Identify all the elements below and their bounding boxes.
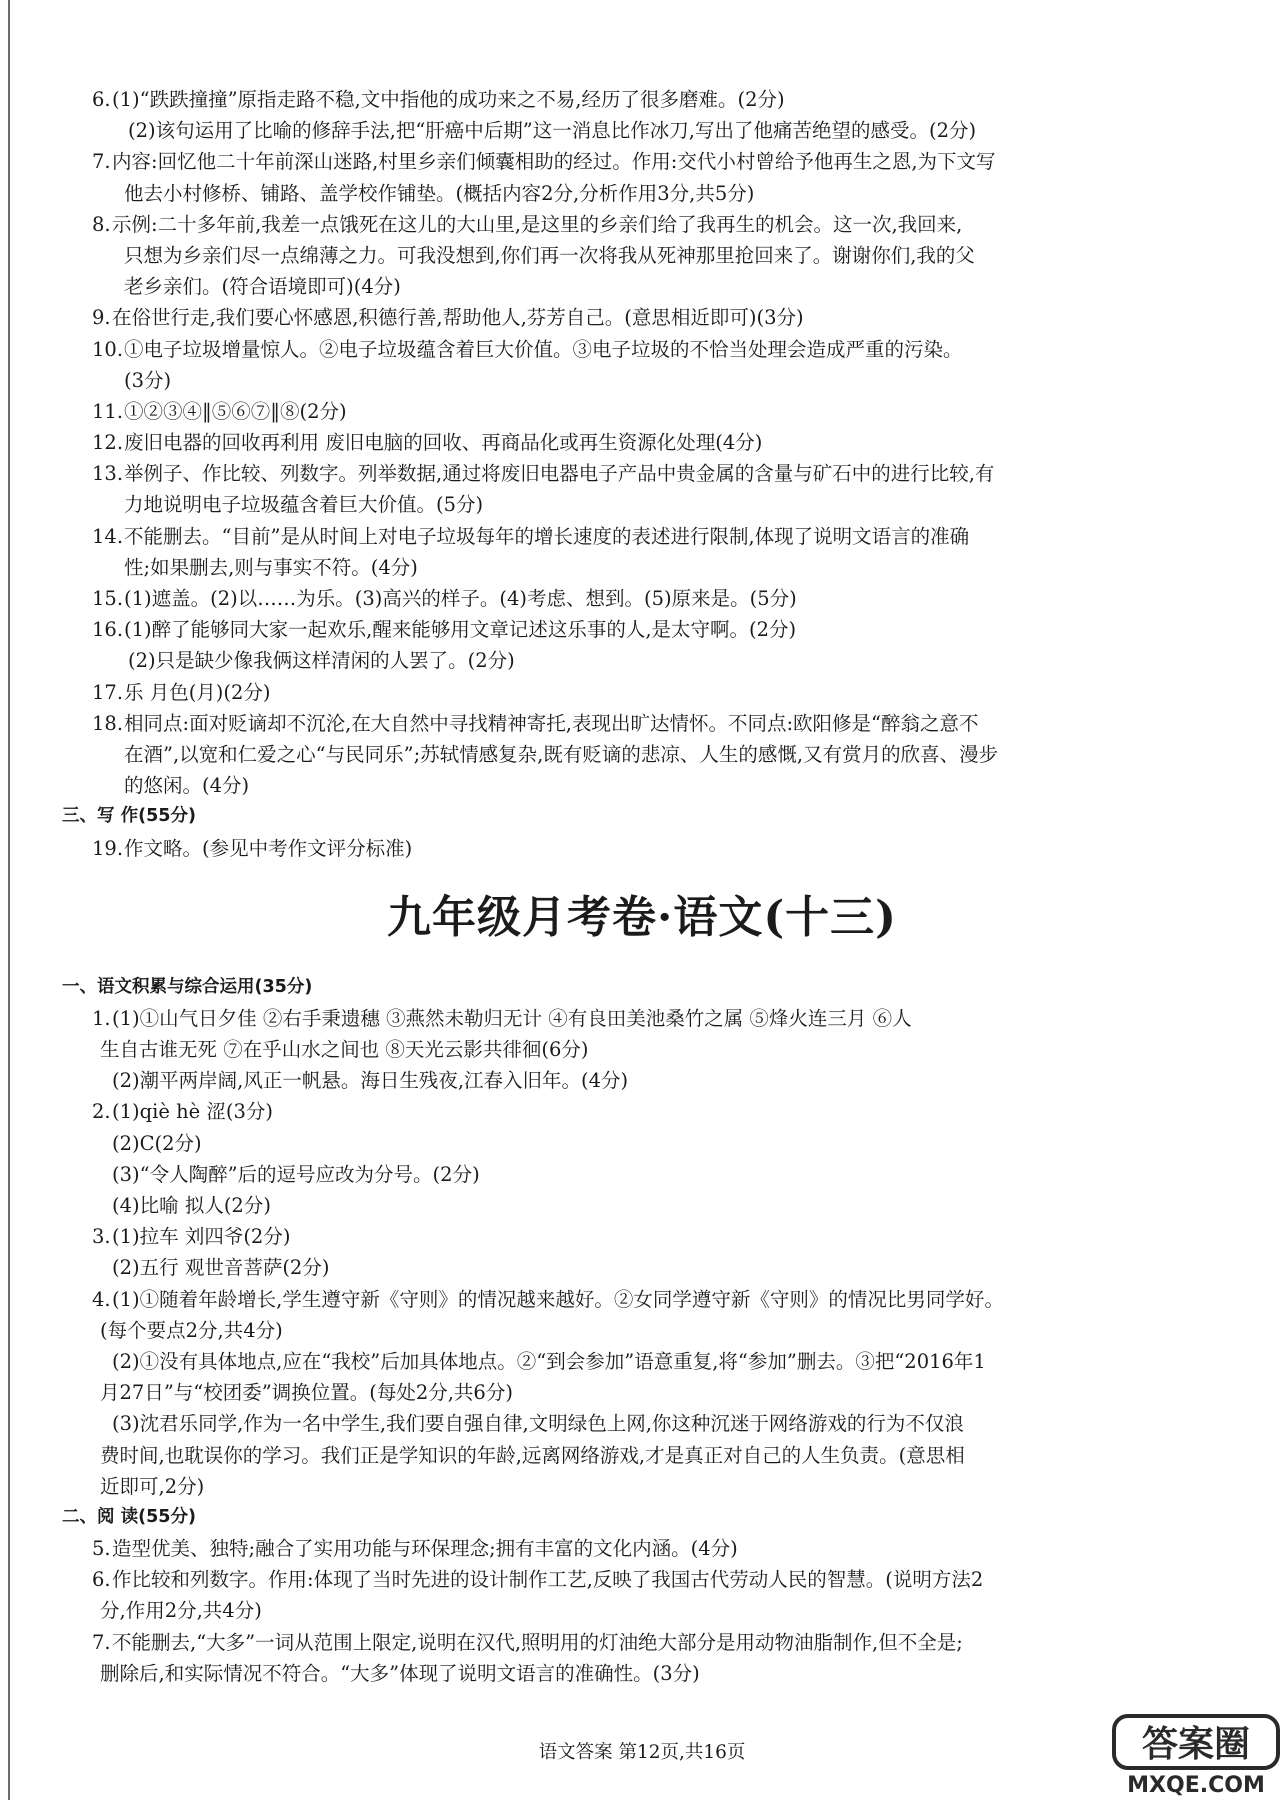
- section-heading-text: 一、语文积累与综合运用(35分): [62, 976, 313, 997]
- answer-number: 7.: [92, 1630, 111, 1654]
- answer-item: [0, 396, 1284, 427]
- answer-text: 作比较和列数字。作用:体现了当时先进的设计制作工艺,反映了我国古代劳动人民的智慧。(说明方法2: [112, 1568, 984, 1592]
- answer-text: (1)qiè hè 涩(3分): [112, 1100, 273, 1124]
- watermark-url-text: MXQE.COM: [1127, 1773, 1265, 1798]
- answer-number: 7.: [92, 150, 111, 174]
- answer-text: (1)醉了能够同大家一起欢乐,醒来能够用文章记述这乐事的人,是太守啊。(2分): [124, 618, 797, 642]
- exam-title: 九年级月考卷·语文(十三): [387, 891, 897, 943]
- answer-text: 不能删去,“大多”一词从范围上限定,说明在汉代,照明用的灯油绝大部分是用动物油脂制作,但不全是;: [112, 1630, 963, 1654]
- section-heading: [0, 972, 1284, 1003]
- answer-item: [0, 677, 1284, 708]
- answer-text: (3分): [124, 368, 172, 392]
- answer-text: 在俗世行走,我们要心怀感恩,积德行善,帮助他人,芬芳自己。(意思相近即可)(3分): [112, 306, 804, 330]
- answer-text: 内容:回忆他二十年前深山迷路,村里乡亲们倾囊相助的经过。作用:交代小村曾给予他再生之恩,为下文写: [112, 150, 996, 174]
- answer-continuation: [0, 1128, 1284, 1159]
- answer-number: 17.: [92, 680, 124, 704]
- answer-content: [0, 84, 1284, 1689]
- answer-number: 19.: [92, 836, 124, 860]
- answer-continuation: [0, 552, 1284, 583]
- answer-item: [0, 1627, 1284, 1658]
- answer-text: 力地说明电子垃圾蕴含着巨大价值。(5分): [124, 493, 484, 517]
- answer-continuation: [0, 240, 1284, 271]
- answer-item: [0, 583, 1284, 614]
- answer-number: 18.: [92, 711, 124, 735]
- answer-continuation: [0, 365, 1284, 396]
- answer-number: 15.: [92, 587, 124, 610]
- answer-text: 近即可,2分): [100, 1474, 205, 1498]
- answer-text: (2)只是缺少像我俩这样清闲的人罢了。(2分): [128, 649, 515, 673]
- answer-text: (1)拉车 刘四爷(2分): [112, 1225, 291, 1249]
- answer-text: ①电子垃圾增量惊人。②电子垃圾蕴含着巨大价值。③电子垃圾的不恰当处理会造成严重的污染。: [124, 337, 963, 361]
- answer-continuation: [0, 1034, 1284, 1065]
- answer-continuation: [0, 1658, 1284, 1689]
- answer-continuation: [0, 739, 1284, 770]
- answer-text: 不能删去。“目前”是从时间上对电子垃圾每年的增长速度的表述进行限制,体现了说明文语言的准确: [124, 524, 970, 548]
- answer-text: 作文略。(参见中考作文评分标准): [124, 836, 413, 860]
- answer-text: (1)①随着年龄增长,学生遵守新《守则》的情况越来越好。②女同学遵守新《守则》的情况比男同学好。: [112, 1287, 1004, 1311]
- answer-item: [0, 302, 1284, 333]
- answer-item: [0, 1096, 1284, 1127]
- answer-text: 删除后,和实际情况不符合。“大多”体现了说明文语言的准确性。(3分): [100, 1661, 700, 1685]
- answer-continuation: [0, 1159, 1284, 1190]
- watermark-logo: [1110, 1712, 1282, 1798]
- answer-number: 5.: [92, 1537, 111, 1561]
- answer-number: 4.: [92, 1287, 111, 1311]
- answer-number: 9.: [92, 306, 111, 330]
- answer-continuation: [0, 645, 1284, 676]
- answer-item: [0, 84, 1284, 115]
- answer-item: [0, 1221, 1284, 1252]
- section-heading: [0, 1502, 1284, 1533]
- answer-text: 造型优美、独特;融合了实用功能与环保理念;拥有丰富的文化内涵。(4分): [112, 1537, 738, 1561]
- answer-text: 废旧电器的回收再利用 废旧电脑的回收、再商品化或再生资源化处理(4分): [124, 431, 763, 455]
- answer-text: ①②③④‖⑤⑥⑦‖⑧(2分): [124, 399, 347, 423]
- answer-text: 分,作用2分,共4分): [100, 1599, 262, 1623]
- answer-continuation: [0, 1190, 1284, 1221]
- answer-continuation: [0, 115, 1284, 146]
- answers-previous-exam: [0, 84, 1284, 864]
- answer-item: [0, 1003, 1284, 1034]
- answer-text: 相同点:面对贬谪却不沉沦,在大自然中寻找精神寄托,表现出旷达情怀。不同点:欧阳修是“醉翁之意不: [124, 711, 979, 735]
- answer-item: [0, 334, 1284, 365]
- answer-continuation: [0, 1315, 1284, 1346]
- answer-text: 在酒”,以宽和仁爱之心“与民同乐”;苏轼情感复杂,既有贬谪的悲凉、人生的感慨,又有赏月的欣喜、漫步: [124, 742, 999, 766]
- answer-text: (1)遮盖。(2)以……为乐。(3)高兴的样子。(4)考虑、想到。(5)原来是。(5分): [124, 587, 797, 610]
- answer-item: [0, 427, 1284, 458]
- answer-text: 只想为乡亲们尽一点绵薄之力。可我没想到,你们再一次将我从死神那里抢回来了。谢谢你们,我的父: [124, 243, 975, 267]
- answer-text: (2)①没有具体地点,应在“我校”后加具体地点。②“到会参加”语意重复,将“参加”删去。③把“2016年1: [112, 1349, 986, 1373]
- answer-continuation: [0, 1408, 1284, 1439]
- answer-continuation: [0, 178, 1284, 209]
- answer-number: 14.: [92, 524, 124, 548]
- section-heading: [0, 801, 1284, 832]
- answer-item: [0, 146, 1284, 177]
- answer-number: 16.: [92, 618, 124, 642]
- answer-text: 的悠闲。(4分): [124, 774, 250, 798]
- answer-text: (3)沈君乐同学,作为一名中学生,我们要自强自律,文明绿色上网,你这种沉迷于网络游戏的行为不仅浪: [112, 1412, 964, 1436]
- answer-text: 性;如果删去,则与事实不符。(4分): [124, 555, 418, 579]
- answer-continuation: [0, 770, 1284, 801]
- answer-text: (2)潮平两岸阔,风正一帆悬。海日生残夜,江春入旧年。(4分): [112, 1069, 629, 1093]
- answer-text: 他去小村修桥、铺路、盖学校作铺垫。(概括内容2分,分析作用3分,共5分): [124, 181, 755, 205]
- answer-text: (1)“跌跌撞撞”原指走路不稳,文中指他的成功来之不易,经历了很多磨难。(2分): [112, 88, 785, 111]
- answer-text: 生自古谁无死 ⑦在乎山水之间也 ⑧天光云影共徘徊(6分): [100, 1038, 589, 1062]
- answer-text: 乐 月色(月)(2分): [124, 680, 271, 704]
- answer-item: [0, 1564, 1284, 1595]
- answer-item: [0, 458, 1284, 489]
- watermark-logo-icon: [1110, 1712, 1282, 1798]
- section-heading-text: 三、写 作(55分): [62, 806, 196, 827]
- answer-text: 老乡亲们。(符合语境即可)(4分): [124, 275, 401, 299]
- answer-text: (4)比喻 拟人(2分): [112, 1194, 271, 1217]
- answer-continuation: [0, 1471, 1284, 1502]
- answer-continuation: [0, 1065, 1284, 1096]
- answer-continuation: [0, 1346, 1284, 1377]
- answer-continuation: [0, 1440, 1284, 1471]
- answer-text: (1)①山气日夕佳 ②右手秉遗穗 ③燕然未勒归无计 ④有良田美池桑竹之属 ⑤烽火连三月 ⑥人: [112, 1006, 912, 1030]
- answer-text: (3)“令人陶醉”后的逗号应改为分号。(2分): [112, 1162, 480, 1186]
- answer-item: [0, 833, 1284, 864]
- answer-item: [0, 209, 1284, 240]
- answer-number: 8.: [92, 212, 111, 236]
- watermark-top-text: 答案圈: [1141, 1724, 1251, 1765]
- page-footer: 语文答案 第12页,共16页: [538, 1742, 746, 1763]
- answer-text: (2)五行 观世音菩萨(2分): [112, 1256, 330, 1280]
- answer-item: [0, 708, 1284, 739]
- answer-continuation: [0, 1252, 1284, 1283]
- answer-text: (2)C(2分): [112, 1131, 202, 1155]
- answer-number: 6.: [92, 88, 111, 111]
- answer-item: [0, 1533, 1284, 1564]
- answer-item: [0, 521, 1284, 552]
- answer-text: 费时间,也耽误你的学习。我们正是学知识的年龄,远离网络游戏,才是真正对自己的人生负责。(意思相: [100, 1443, 965, 1467]
- answer-text: 示例:二十多年前,我差一点饿死在这儿的大山里,是这里的乡亲们给了我再生的机会。这一次,我回来,: [112, 212, 963, 236]
- answer-number: 13.: [92, 462, 124, 486]
- answers-exam-13: [0, 972, 1284, 1689]
- answer-number: 11.: [92, 399, 124, 423]
- answer-number: 1.: [92, 1006, 111, 1030]
- answer-continuation: [0, 489, 1284, 520]
- answer-number: 6.: [92, 1568, 111, 1592]
- answer-number: 10.: [92, 337, 124, 361]
- answer-text: 月27日”与“校团委”调换位置。(每处2分,共6分): [100, 1381, 513, 1405]
- answer-text: (2)该句运用了比喻的修辞手法,把“肝癌中后期”这一消息比作冰刀,写出了他痛苦绝望的感受。(2分): [128, 119, 977, 143]
- answer-number: 12.: [92, 431, 124, 455]
- section-heading-text: 二、阅 读(55分): [62, 1506, 196, 1527]
- answer-item: [0, 614, 1284, 645]
- answer-continuation: [0, 271, 1284, 302]
- answer-item: [0, 1284, 1284, 1315]
- answer-number: 2.: [92, 1100, 111, 1124]
- answer-text: 举例子、作比较、列数字。列举数据,通过将废旧电器电子产品中贵金属的含量与矿石中的进行比较,有: [124, 462, 995, 486]
- answer-number: 3.: [92, 1225, 111, 1249]
- answer-text: (每个要点2分,共4分): [100, 1318, 283, 1342]
- answer-continuation: [0, 1595, 1284, 1626]
- answer-continuation: [0, 1377, 1284, 1408]
